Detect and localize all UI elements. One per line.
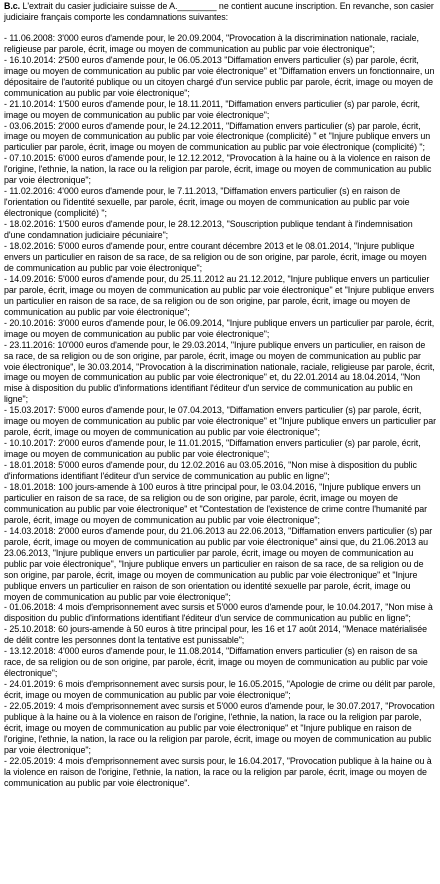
conviction-entry: - 23.11.2016: 10'000 euros d'amende pour, le 29.03.2014, "Injure publique envers un particulier, en raison de sa race, de sa religion ou de son origine, par parole, écrit, image ou moyen de communication au public par voie électronique", le 30.03.2014, "Provocation à la discrimination nationale, raciale, religieuse par parole, écrit, image ou moyen de communication au public par voie électronique" et, du 22.01.2014 au 18.04.2014, "Non mise à disposition du public d'informations identifiant l'éditeur d'un service de communication au public en ligne"; [4, 339, 435, 405]
conviction-entry: - 14.09.2016: 5'000 euros d'amende pour, du 25.11.2012 au 21.12.2012, "Injure publique envers un particulier par parole, écrit, image ou moyen de communication au public par voie électronique" et "Injure publique envers un particulier en raison de sa race, de sa religion ou de son origine, par parole, écrit, image ou moyen de communication au public par voie électronique"; [4, 273, 435, 317]
conviction-entry: - 15.03.2017: 5'000 euros d'amende pour, le 07.04.2013, "Diffamation envers particulier (s) par parole, écrit, image ou moyen de communication au public par voie électronique" et "Injure publique envers un particulier par parole, écrit, image ou moyen de communication au public par voie électronique"; [4, 405, 436, 438]
conviction-entry: - 18.01.2018: 5'000 euros d'amende pour, du 12.02.2016 au 03.05.2016, "Non mise à disposition du public d'informations identifiant l'éditeur d'un service de communication au public en ligne"; [4, 460, 417, 482]
conviction-entry: - 18.02.2016: 5'000 euros d'amende pour, entre courant décembre 2013 et le 08.01.2014, "Injure publique envers un particulier en raison de sa race, de sa religion ou de son origine, par parole, écrit, image ou moyen de communication au public par voie électronique"; [4, 241, 427, 273]
conviction-entry: - 11.02.2016: 4'000 euros d'amende pour, le 7.11.2013, "Diffamation envers particulier (s) en raison de l'orientation ou l'identité sexuelle, par parole, écrit, image ou moyen de communication au public par voie électronique (complicité) "; [4, 186, 410, 219]
intro-paragraph [4, 1, 436, 23]
conviction-entry: - 13.12.2018: 4'000 euros d'amende pour, le 11.08.2014, "Diffamation envers particulier (s) en raison de sa race, de sa religion ou de son origine, par parole, écrit, image ou moyen de communication au public par voie électronique"; [4, 646, 428, 679]
conviction-entry: - 16.10.2014: 2'500 euros d'amende pour, le 06.05.2013 "Diffamation envers particulier (s) par parole, écrit, image ou moyen de communication au public par voie électronique" et "Diffamation envers un fonctionnaire, un dépositaire de l'autorité publique ou un citoyen chargé d'un service public par parole, écrit, image ou moyen de communication au public par voie électronique"; [4, 54, 435, 98]
conviction-entry: - 24.01.2019: 6 mois d'emprisonnement avec sursis pour, le 16.05.2015, "Apologie de crime ou délit par parole, écrit, image ou moyen de communication au public par voie électronique"; [4, 679, 436, 701]
conviction-entry: - 01.06.2018: 4 mois d'emprisonnement avec sursis et 5'000 euros d'amende pour, le 10.04.2017, "Non mise à disposition du public d'informations identifiant l'éditeur d'un service de communication au public en ligne"; [4, 602, 433, 624]
conviction-entry: - 21.10.2014: 1'500 euros d'amende pour, le 18.11.2011, "Diffamation envers particulier (s) par parole, écrit, image ou moyen de communication au public par voie électronique"; [4, 98, 420, 120]
section-label: B.c. [4, 1, 21, 11]
conviction-entry: - 22.05.2019: 4 mois d'emprisonnement avec sursis pour, le 16.04.2017, "Provocation publique à la haine ou à la violence en raison de l'origine, l'ethnie, la nation, la race ou la religion par parole, écrit, image ou moyen de communication au public par voie électronique". [4, 755, 432, 788]
conviction-entry: - 18.01.2018: 100 jours-amende à 100 euros à titre principal pour, le 03.04.2016, "Injure publique envers un particulier en raison de sa race, de sa religion ou de son origine, par parole, écrit, image ou moyen de communication au public par voie électronique" et "Contestation de l'existence de crime contre l'humanité par parole, écrit, image ou moyen de communication au public par voie électronique"; [4, 481, 428, 525]
conviction-entry: - 18.02.2016: 1'500 euros d'amende pour, le 28.12.2013, "Souscription publique tendant à l'indemnisation d'une condamnation judiciaire pécuniaire"; [4, 219, 413, 241]
intro-text: L'extrait du casier judiciaire suisse de A.________ ne contient aucune inscription. En revanche, son casier judiciaire français comporte les condamnations suivantes: [4, 1, 434, 22]
conviction-list [4, 33, 436, 789]
conviction-entry: - 14.03.2018: 2'000 euros d'amende pour, du 21.06.2013 au 22.06.2013, "Diffamation envers particulier (s) par parole, écrit, image ou moyen de communication au public par voie électronique" ainsi que, du 21.06.2013 au 23.06.2013, "Injure publique envers un particulier par parole, écrit, image ou moyen de communication au public par voie électronique", "Injure publique envers un particulier en raison de sa race, de sa religion ou de son origine, par parole, écrit, image ou moyen de communication au public par voie électronique" et "Injure publique envers un particulier en raison de son orientation ou identité sexuelle par parole, écrit, image ou moyen de communication au public par voie électronique"; [4, 525, 433, 602]
conviction-entry: - 11.06.2008: 3'000 euros d'amende pour, le 20.09.2004, "Provocation à la discrimination nationale, raciale, religieuse par parole, écrit, image ou moyen de communication au public par voie électronique"; [4, 32, 419, 54]
conviction-entry: - 22.05.2019: 4 mois d'emprisonnement avec sursis et 5'000 euros d'amende pour, le 30.07.2017, "Provocation publique à la haine ou à la violence en raison de l'origine, l'ethnie, la nation, la race ou la religion par parole, écrit, image ou moyen de communication au public par voie électronique" et "Injure publique en raison de l'origine, l'ethnie, la nation, la race ou la religion par parole, écrit, image ou moyen de communication au public par voie électronique"; [4, 701, 435, 755]
conviction-entry: - 20.10.2016: 3'000 euros d'amende pour, le 06.09.2014, "Injure publique envers un particulier par parole, écrit, image ou moyen de communication au public par voie électronique"; [4, 317, 435, 339]
conviction-entry: - 25.10.2018: 60 jours-amende à 50 euros à titre principal pour, les 16 et 17 août 2014, "Menace matérialisée de délit contre les personnes dont la tentative est punissable"; [4, 624, 427, 646]
conviction-entry: - 10.10.2017: 2'000 euros d'amende pour, le 11.01.2015, "Diffamation envers particulier (s) par parole, écrit, image ou moyen de communication au public par voie électronique"; [4, 438, 421, 460]
conviction-entry: - 07.10.2015: 6'000 euros d'amende pour, le 12.12.2012, "Provocation à la haine ou à la violence en raison de l'origine, l'ethnie, la nation, la race ou la religion par parole, écrit, image ou moyen de communication au public par voie électronique"; [4, 153, 432, 186]
conviction-entry: - 03.06.2015: 2'000 euros d'amende pour, le 24.12.2011, "Diffamation envers particulier (s) par parole, écrit, image ou moyen de communication au public par voie électronique (complicité) " et "Injure publique envers un particulier par parole, écrit, image ou moyen de communication au public par voie électronique (complicité) "; [4, 120, 431, 153]
